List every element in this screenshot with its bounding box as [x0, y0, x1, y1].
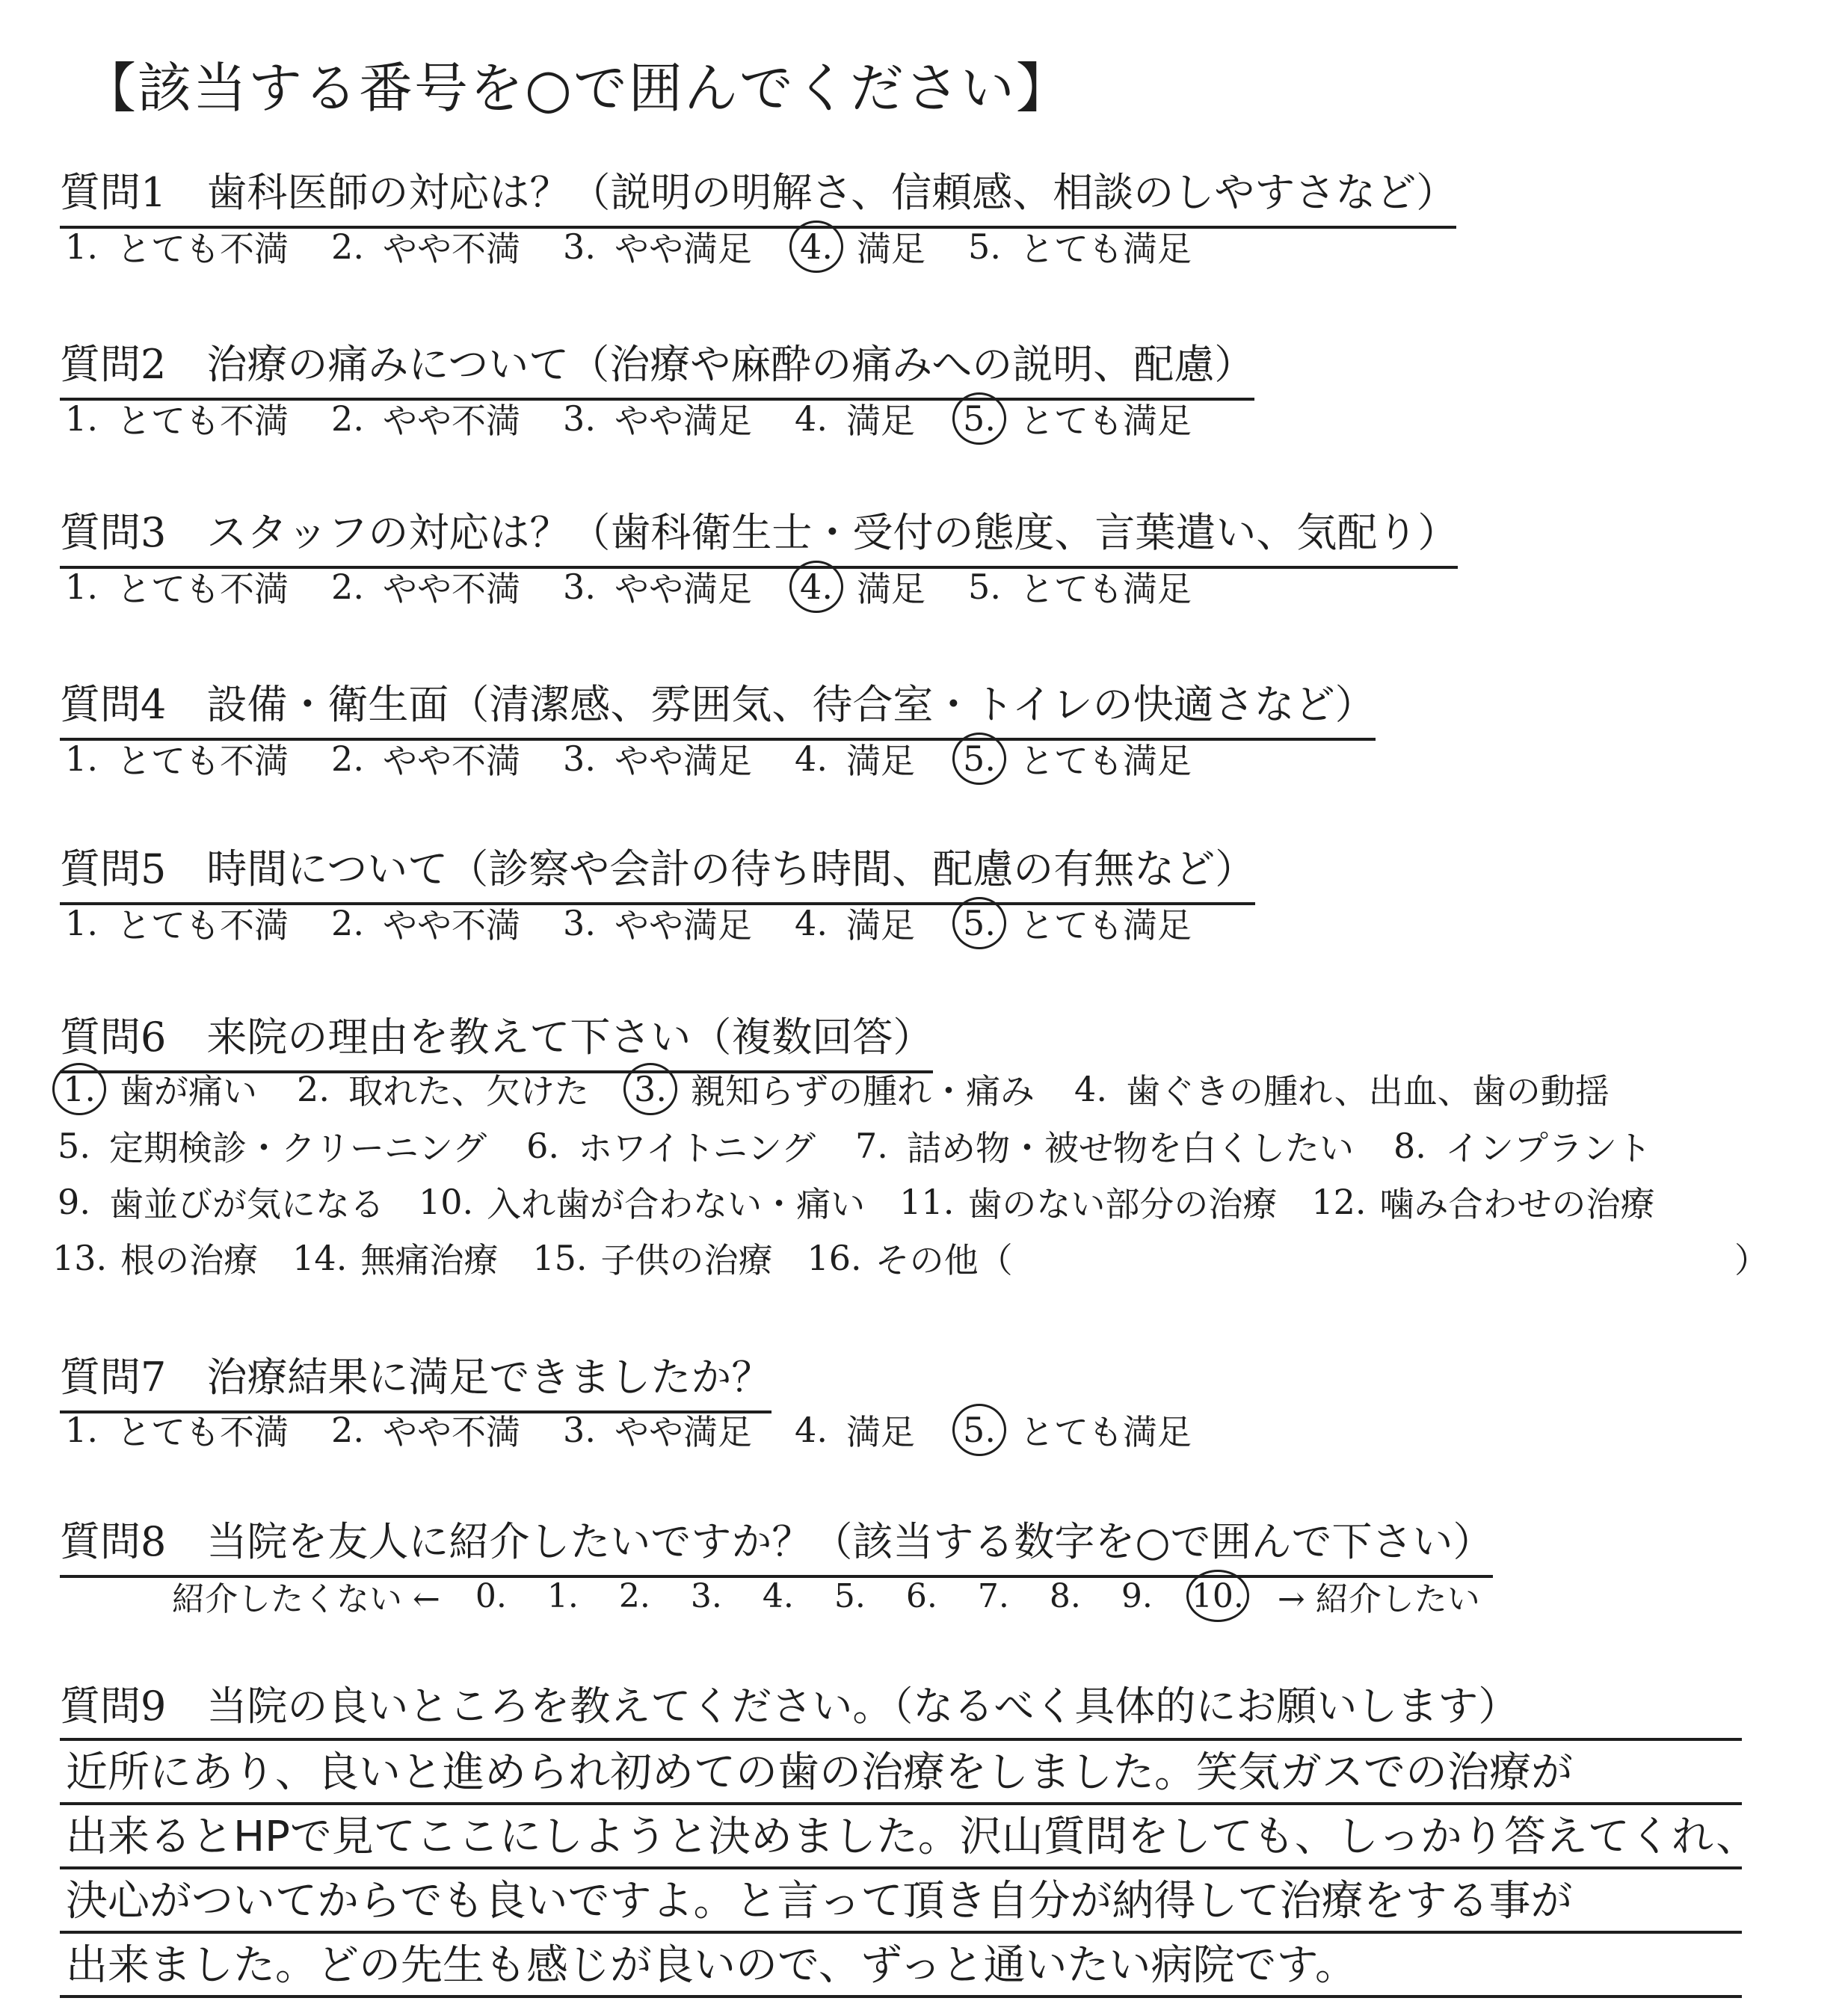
q1-option-3[interactable]: 3. やや満足	[563, 226, 752, 269]
q1-option-1[interactable]: 1. とても不満	[65, 226, 289, 269]
q6-other-close: ）	[1734, 1240, 1769, 1280]
q9-answer-area[interactable]	[60, 1738, 1758, 1998]
q5-option-4[interactable]: 4. 満足	[795, 903, 915, 946]
q9-answer-line-3: 決心がついてからでも良いですよ。と言って頂き自分が納得して治療をする事が	[60, 1869, 1742, 1934]
q2-option-1[interactable]: 1. とても不満	[65, 398, 289, 441]
q6-row-1	[52, 1063, 1644, 1115]
q6-row-3	[52, 1177, 1689, 1227]
q3-option-3[interactable]: 3. やや満足	[563, 567, 752, 609]
q3-option-5[interactable]: 5. とても満足	[968, 567, 1192, 609]
q1-option-2[interactable]: 2. やや不満	[331, 226, 520, 269]
q5-option-5[interactable]: 5. とても満足	[952, 897, 1192, 949]
circle-mark: 5.	[952, 897, 1006, 949]
q6-option-11[interactable]: 11. 歯のない部分の治療	[899, 1182, 1278, 1224]
q2-option-2[interactable]: 2. やや不満	[331, 398, 520, 441]
q9-answer-line-1: 近所にあり、良いと進められ初めての歯の治療をしました。笑気ガスでの治療が	[60, 1741, 1742, 1805]
q7-option-1[interactable]: 1. とても不満	[65, 1410, 289, 1452]
q8-score-7[interactable]: 7.	[977, 1576, 1009, 1615]
q8-score-5[interactable]: 5.	[834, 1576, 866, 1615]
circle-mark: 4.	[789, 221, 843, 273]
q6-option-14[interactable]: 14. 無痛治療	[292, 1238, 499, 1280]
q4-option-3[interactable]: 3. やや満足	[563, 739, 752, 781]
q2-options	[60, 392, 1229, 445]
q6-row-2	[52, 1121, 1686, 1171]
q8-right-label: → 紹介したい	[1277, 1580, 1480, 1618]
q2-option-5[interactable]: 5. とても満足	[952, 392, 1192, 445]
q6-option-1[interactable]: 1. 歯が痛い	[52, 1063, 257, 1115]
q8-score-2[interactable]: 2.	[618, 1576, 650, 1615]
circle-mark: 4.	[789, 561, 843, 613]
q1-title: 質問1 歯科医師の対応は？（説明の明解さ、信頼感、相談のしやすさなど）	[60, 161, 1456, 229]
q6-option-6[interactable]: 6. ホワイトニング	[526, 1126, 816, 1168]
circle-mark: 3.	[623, 1063, 677, 1115]
q7-options	[60, 1404, 1229, 1456]
q1-options	[60, 221, 1229, 273]
circle-mark: 5.	[952, 392, 1006, 445]
q4-option-4[interactable]: 4. 満足	[795, 739, 915, 781]
q8-score-6[interactable]: 6.	[905, 1576, 937, 1615]
circle-mark: 1.	[52, 1063, 106, 1115]
q7-title: 質問7 治療結果に満足できましたか？	[60, 1345, 771, 1413]
q5-options	[60, 897, 1229, 949]
q8-score-1[interactable]: 1.	[546, 1576, 579, 1615]
q6-title: 質問6 来院の理由を教えて下さい（複数回答）	[60, 1005, 933, 1073]
q6-row-4	[52, 1233, 1047, 1283]
q5-option-1[interactable]: 1. とても不満	[65, 903, 289, 946]
q9-answer-line-4: 出来ました。どの先生も感じが良いので、ずっと通いたい病院です。	[60, 1934, 1742, 1998]
q4-option-1[interactable]: 1. とても不満	[65, 739, 289, 781]
q6-option-15[interactable]: 15. 子供の治療	[532, 1238, 773, 1280]
q3-option-4[interactable]: 4. 満足	[789, 561, 925, 613]
q6-option-7[interactable]: 7. 詰め物・被せ物を白くしたい	[855, 1126, 1354, 1168]
q3-option-2[interactable]: 2. やや不満	[331, 567, 520, 609]
q8-score-0[interactable]: 0.	[475, 1576, 507, 1615]
q4-options	[60, 733, 1229, 785]
q3-options	[60, 561, 1229, 613]
q2-option-4[interactable]: 4. 満足	[795, 398, 915, 441]
q4-option-5[interactable]: 5. とても満足	[952, 733, 1192, 785]
q2-title: 質問2 治療の痛みについて（治療や麻酔の痛みへの説明、配慮）	[60, 333, 1254, 401]
q6-option-16[interactable]: 16. その他（	[807, 1238, 1013, 1280]
q8-scale	[172, 1570, 1480, 1622]
q3-title: 質問3 スタッフの対応は？（歯科衛生士・受付の態度、言葉遣い、気配り）	[60, 501, 1458, 569]
q5-title: 質問5 時間について（診察や会計の待ち時間、配慮の有無など）	[60, 837, 1255, 905]
q7-option-4[interactable]: 4. 満足	[795, 1410, 915, 1452]
q8-left-label: 紹介したくない ←	[172, 1580, 440, 1618]
q6-option-12[interactable]: 12. 噛み合わせの治療	[1311, 1182, 1655, 1224]
q3-option-1[interactable]: 1. とても不満	[65, 567, 289, 609]
q8-score-9[interactable]: 9.	[1121, 1576, 1153, 1615]
circle-mark: 5.	[952, 1404, 1006, 1456]
q9-title: 質問9 当院の良いところを教えてください。（なるべく具体的にお願いします）	[60, 1683, 1519, 1730]
q8-title: 質問8 当院を友人に紹介したいですか？（該当する数字を○で囲んで下さい）	[60, 1510, 1493, 1578]
q8-score-10[interactable]: 10.	[1186, 1570, 1249, 1622]
q6-option-2[interactable]: 2. 取れた、欠けた	[297, 1069, 589, 1112]
q5-option-3[interactable]: 3. やや満足	[563, 903, 752, 946]
q4-option-2[interactable]: 2. やや不満	[331, 739, 520, 781]
circle-mark: 5.	[952, 733, 1006, 785]
q4-title: 質問4 設備・衛生面（清潔感、雰囲気、待合室・トイレの快適さなど）	[60, 673, 1376, 741]
q6-option-3[interactable]: 3. 親知らずの腫れ・痛み	[623, 1063, 1035, 1115]
q9-answer-line-2: 出来るとHPで見てここにしようと決めました。沢山質問をしても、しっかり答えてくれ、	[60, 1805, 1742, 1869]
q2-option-3[interactable]: 3. やや満足	[563, 398, 752, 441]
q6-option-13[interactable]: 13. 根の治療	[52, 1238, 259, 1280]
q8-score-3[interactable]: 3.	[690, 1576, 722, 1615]
q1-option-4[interactable]: 4. 満足	[789, 221, 925, 273]
q8-score-4[interactable]: 4.	[762, 1576, 794, 1615]
q1-option-5[interactable]: 5. とても満足	[968, 226, 1192, 269]
q7-option-5[interactable]: 5. とても満足	[952, 1404, 1192, 1456]
q8-score-8[interactable]: 8.	[1049, 1576, 1081, 1615]
q6-option-4[interactable]: 4. 歯ぐきの腫れ、出血、歯の動揺	[1074, 1069, 1610, 1112]
q6-option-5[interactable]: 5. 定期検診・クリーニング	[58, 1126, 487, 1168]
q7-option-3[interactable]: 3. やや満足	[563, 1410, 752, 1452]
q6-option-9[interactable]: 9. 歯並びが気になる	[58, 1182, 384, 1224]
q7-option-2[interactable]: 2. やや不満	[331, 1410, 520, 1452]
q5-option-2[interactable]: 2. やや不満	[331, 903, 520, 946]
q6-option-8[interactable]: 8. インプラント	[1393, 1126, 1651, 1168]
instruction-heading: 【該当する番号を○で囲んでください】	[82, 57, 1071, 120]
q6-option-10[interactable]: 10. 入れ歯が合わない・痛い	[419, 1182, 866, 1224]
